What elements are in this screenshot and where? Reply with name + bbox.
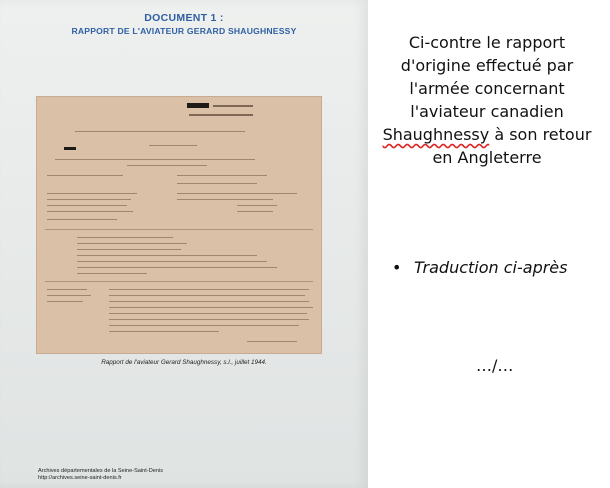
text-line — [109, 307, 313, 308]
header-mark — [189, 114, 253, 116]
document-title — [36, 12, 332, 36]
redaction-mark — [187, 103, 209, 108]
text-line — [127, 165, 207, 166]
intro-note-part1: Ci-contre le rapport d'origine effectué par l'armée concernant l'aviateur canadien — [400, 33, 574, 121]
document-title-line1: DOCUMENT 1 : — [144, 12, 224, 24]
text-line — [109, 325, 299, 326]
text-line — [55, 159, 255, 160]
archives-name: Archives départementales de la Seine-Saint-Denis — [38, 468, 163, 474]
text-line — [47, 175, 123, 176]
spellcheck-flagged-name: Shaughnessy — [382, 125, 490, 144]
section-rule — [45, 229, 313, 230]
text-line — [149, 145, 197, 146]
text-line — [109, 331, 219, 332]
text-line — [109, 289, 309, 290]
text-line — [77, 261, 267, 262]
text-line — [109, 301, 309, 302]
section-rule — [45, 281, 313, 282]
text-line — [47, 205, 127, 206]
document-title-line2: RAPPORT DE L'AVIATEUR GERARD SHAUGHNESSY — [71, 26, 297, 36]
text-line — [47, 219, 117, 220]
text-line — [77, 237, 173, 238]
text-line — [177, 175, 267, 176]
scanned-report-image — [36, 96, 322, 354]
text-line — [77, 273, 147, 274]
text-line — [77, 249, 181, 250]
archives-credit — [38, 468, 163, 482]
header-mark — [213, 105, 253, 107]
text-line — [237, 205, 277, 206]
text-line — [47, 295, 91, 296]
bullet-item — [392, 256, 592, 279]
text-line — [47, 211, 133, 212]
text-line — [77, 243, 187, 244]
text-line — [109, 319, 309, 320]
archives-url: http://archives.seine-saint-denis.fr — [38, 475, 122, 481]
continuation-ellipsis: …/… — [476, 356, 514, 375]
text-line — [237, 211, 273, 212]
text-line — [47, 199, 131, 200]
bullet-text: Traduction ci-après — [414, 258, 568, 277]
bullet-dot: • — [392, 258, 402, 277]
text-panel — [368, 0, 610, 488]
text-line — [177, 193, 297, 194]
text-line — [77, 255, 257, 256]
text-line — [109, 313, 307, 314]
text-line — [47, 301, 83, 302]
text-line — [109, 295, 305, 296]
text-line — [47, 193, 137, 194]
image-caption: Rapport de l'aviateur Gerard Shaughnessy, s.l., juillet 1944. — [101, 359, 267, 366]
intro-note — [374, 31, 600, 169]
redaction-mark — [64, 147, 76, 150]
text-line — [177, 199, 273, 200]
text-line — [177, 183, 257, 184]
text-line — [247, 341, 297, 342]
text-line — [75, 131, 245, 132]
text-line — [47, 289, 87, 290]
intro-note-part2: à son retour en Angleterre — [432, 125, 592, 167]
text-line — [77, 267, 277, 268]
